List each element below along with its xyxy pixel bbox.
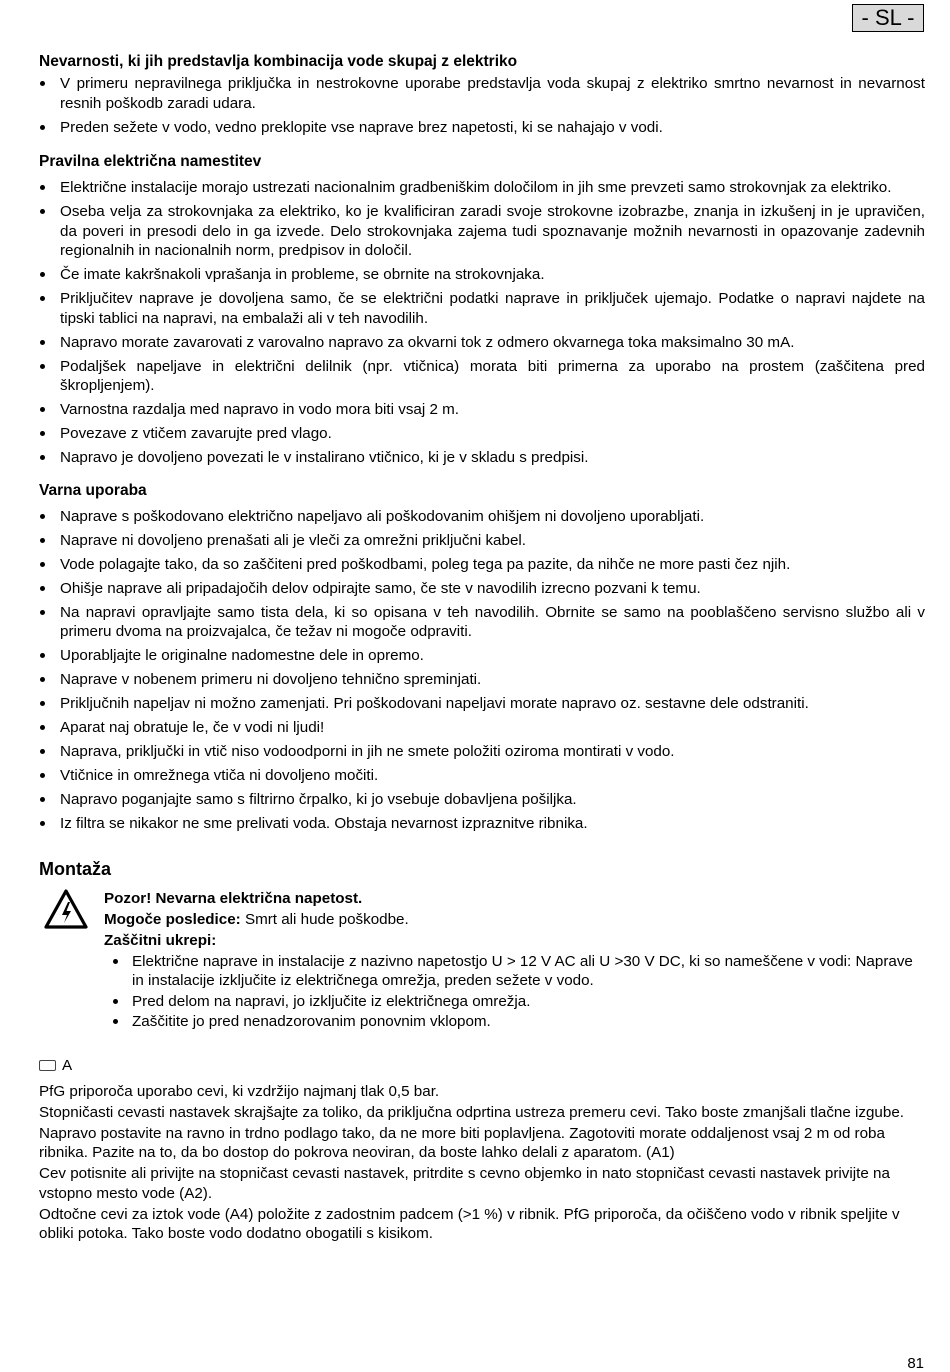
page-content xyxy=(39,52,925,1245)
list-item: Zaščitite jo pred nenadzorovanim ponovnim vklopom. xyxy=(112,1012,925,1032)
list-item: Oseba velja za strokovnjaka za elektriko, ko je kvalificiran zaradi svoje strokovne izobrazbe, znanja in izkušenj in je upravičen, da poveri in presodi delo in ga izvede. Delo strokovnjaka zajema tudi spoznavanje možnih nevarnosti in opazovanje zadevnih regionalnih in nacionalnih norm, predpisov in določil. xyxy=(39,202,925,261)
paragraph: Napravo postavite na ravno in trdno podlago tako, da ne more biti poplavljena. Zagotoviti morate oddaljenost vsaj 2 m od roba ribnika. Pazite na to, da bo dostop do pokrova neoviran, da boste lahko delali z aparatom. (A1) xyxy=(39,1124,885,1161)
section-water-electricity xyxy=(39,52,925,137)
list-item: Napravo morate zavarovati z varovalno napravo za okvarni tok z odmero okvarnega toka maksimalno 30 mA. xyxy=(39,333,925,353)
list-item: Naprave s poškodovano električno napeljavo ali poškodovanim ohišjem ni dovoljeno uporabljati. xyxy=(39,507,925,527)
list-item: Pred delom na napravi, jo izključite iz električnega omrežja. xyxy=(112,992,925,1012)
list-item: Povezave z vtičem zavarujte pred vlago. xyxy=(39,424,925,444)
section-safe-use xyxy=(39,481,925,834)
list-item: Električne instalacije morajo ustrezati nacionalnim gradbeniškim določilom in jih sme prevzeti samo strokovnjak za elektriko. xyxy=(39,178,925,198)
paragraph: Cev potisnite ali privijte na stopničast cevasti nastavek, pritrdite s cevno objemko in nato stopničast cevasti nastavek privijte na vstopno mesto vode (A2). xyxy=(39,1165,890,1202)
measures-label: Zaščitni ukrepi: xyxy=(104,931,217,949)
list-item: Uporabljajte le originalne nadomestne dele in opremo. xyxy=(39,646,925,666)
section-title: Pravilna električna namestitev xyxy=(39,153,262,170)
list-item: Na napravi opravljajte samo tista dela, ki so opisana v teh navodilih. Obrnite se samo na pooblaščeno servisno službo ali v primeru dvoma na proizvajalca, če težav ni mogoče odpraviti. xyxy=(39,603,925,642)
montaza-heading: Montaža xyxy=(39,858,111,879)
figure-reference xyxy=(39,1056,925,1076)
list-item: Napravo je dovoljeno povezati le v instalirano vtičnico, ki je v skladu s predpisi. xyxy=(39,448,925,468)
list-item: Ohišje naprave ali pripadajočih delov odpirajte samo, če ste v navodilih izrecno pozvani k temu. xyxy=(39,579,925,599)
section-electrical-installation xyxy=(39,152,925,468)
list-item: Naprave ni dovoljeno prenašati ali je vleči za omrežni priključni kabel. xyxy=(39,531,925,551)
list-item: Preden sežete v vodo, vedno preklopite vse naprave brez napetosti, ki se nahajajo v vodi. xyxy=(39,118,925,138)
list-item: Priključitev naprave je dovoljena samo, če se električni podatki naprave in priključek ujemajo. Podatke o napravi najdete na tipski tablici na napravi, na embalaži ali v teh navodilih. xyxy=(39,289,925,328)
section-title: Varna uporaba xyxy=(39,481,147,499)
warning-block xyxy=(39,888,925,1032)
list-item: Aparat naj obratuje le, če v vodi ni ljudi! xyxy=(39,718,925,738)
paragraph: Stopničasti cevasti nastavek skrajšajte za toliko, da priključna odprtina ustreza premeru cevi. Tako boste zmanjšali tlačne izgube. xyxy=(39,1103,904,1121)
electrical-hazard-icon xyxy=(43,888,89,930)
list-item: Priključnih napeljav ni možno zamenjati. Pri poškodovani napeljavi morate napravo oz. sestavne dele odstraniti. xyxy=(39,694,925,714)
list-item: Naprava, priključki in vtič niso vodoodporni in jih ne smete položiti oziroma montirati v vodo. xyxy=(39,742,925,762)
list-item: V primeru nepravilnega priključka in nestrokovne uporabe predstavlja voda skupaj z elektriko smrtno nevarnost in nevarnost resnih poškodb zaradi udara. xyxy=(39,74,925,113)
warning-title: Pozor! Nevarna električna napetost. xyxy=(104,889,363,907)
warning-consequences xyxy=(104,909,925,930)
consequences-label: Mogoče posledice: xyxy=(104,910,241,928)
list-item: Iz filtra se nikakor ne sme prelivati voda. Obstaja nevarnost izpraznitve ribnika. xyxy=(39,814,925,834)
figure-label: A xyxy=(62,1056,73,1074)
list-item: Varnostna razdalja med napravo in vodo mora biti vsaj 2 m. xyxy=(39,400,925,420)
measures-list xyxy=(112,952,925,1032)
section-montaza xyxy=(39,858,925,1244)
list-item: Vode polagajte tako, da so zaščiteni pred poškodbami, poleg tega pa pazite, da nihče ne more pasti čez njih. xyxy=(39,555,925,575)
paragraph: Odtočne cevi za iztok vode (A4) položite z zadostnim padcem (>1 %) v ribnik. PfG priporoča, da očiščeno vodo v ribnik speljite v obliki potoka. Tako boste vodo dodatno obogatili s kisikom. xyxy=(39,1205,900,1242)
list-item: Če imate kakršnakoli vprašanja in probleme, se obrnite na strokovnjaka. xyxy=(39,265,925,285)
page-number: 81 xyxy=(907,1355,924,1372)
language-tag: - SL - xyxy=(852,4,924,32)
section-title: Nevarnosti, ki jih predstavlja kombinacija vode skupaj z elektriko xyxy=(39,53,518,70)
figure-reference-icon xyxy=(39,1060,56,1071)
list-item: Električne naprave in instalacije z nazivno napetostjo U > 12 V AC ali U >30 V DC, ki so nameščene v vodi: Naprave in instalacije izključite iz električnega omrežja, preden sežete v vodo. xyxy=(112,952,925,991)
paragraph: PfG priporoča uporabo cevi, ki vzdržijo najmanj tlak 0,5 bar. xyxy=(39,1082,440,1100)
bullet-list xyxy=(39,178,925,468)
list-item: Vtičnice in omrežnega vtiča ni dovoljeno močiti. xyxy=(39,766,925,786)
bullet-list xyxy=(39,507,925,834)
consequences-text: Smrt ali hude poškodbe. xyxy=(240,910,409,928)
list-item: Napravo poganjajte samo s filtrirno črpalko, ki jo vsebuje dobavljena pošiljka. xyxy=(39,790,925,810)
list-item: Podaljšek napeljave in električni delilnik (npr. vtičnica) morata biti primerna za uporabo na prostem (zaščitena pred škropljenjem). xyxy=(39,357,925,396)
list-item: Naprave v nobenem primeru ni dovoljeno tehnično spreminjati. xyxy=(39,670,925,690)
bullet-list xyxy=(39,74,925,137)
